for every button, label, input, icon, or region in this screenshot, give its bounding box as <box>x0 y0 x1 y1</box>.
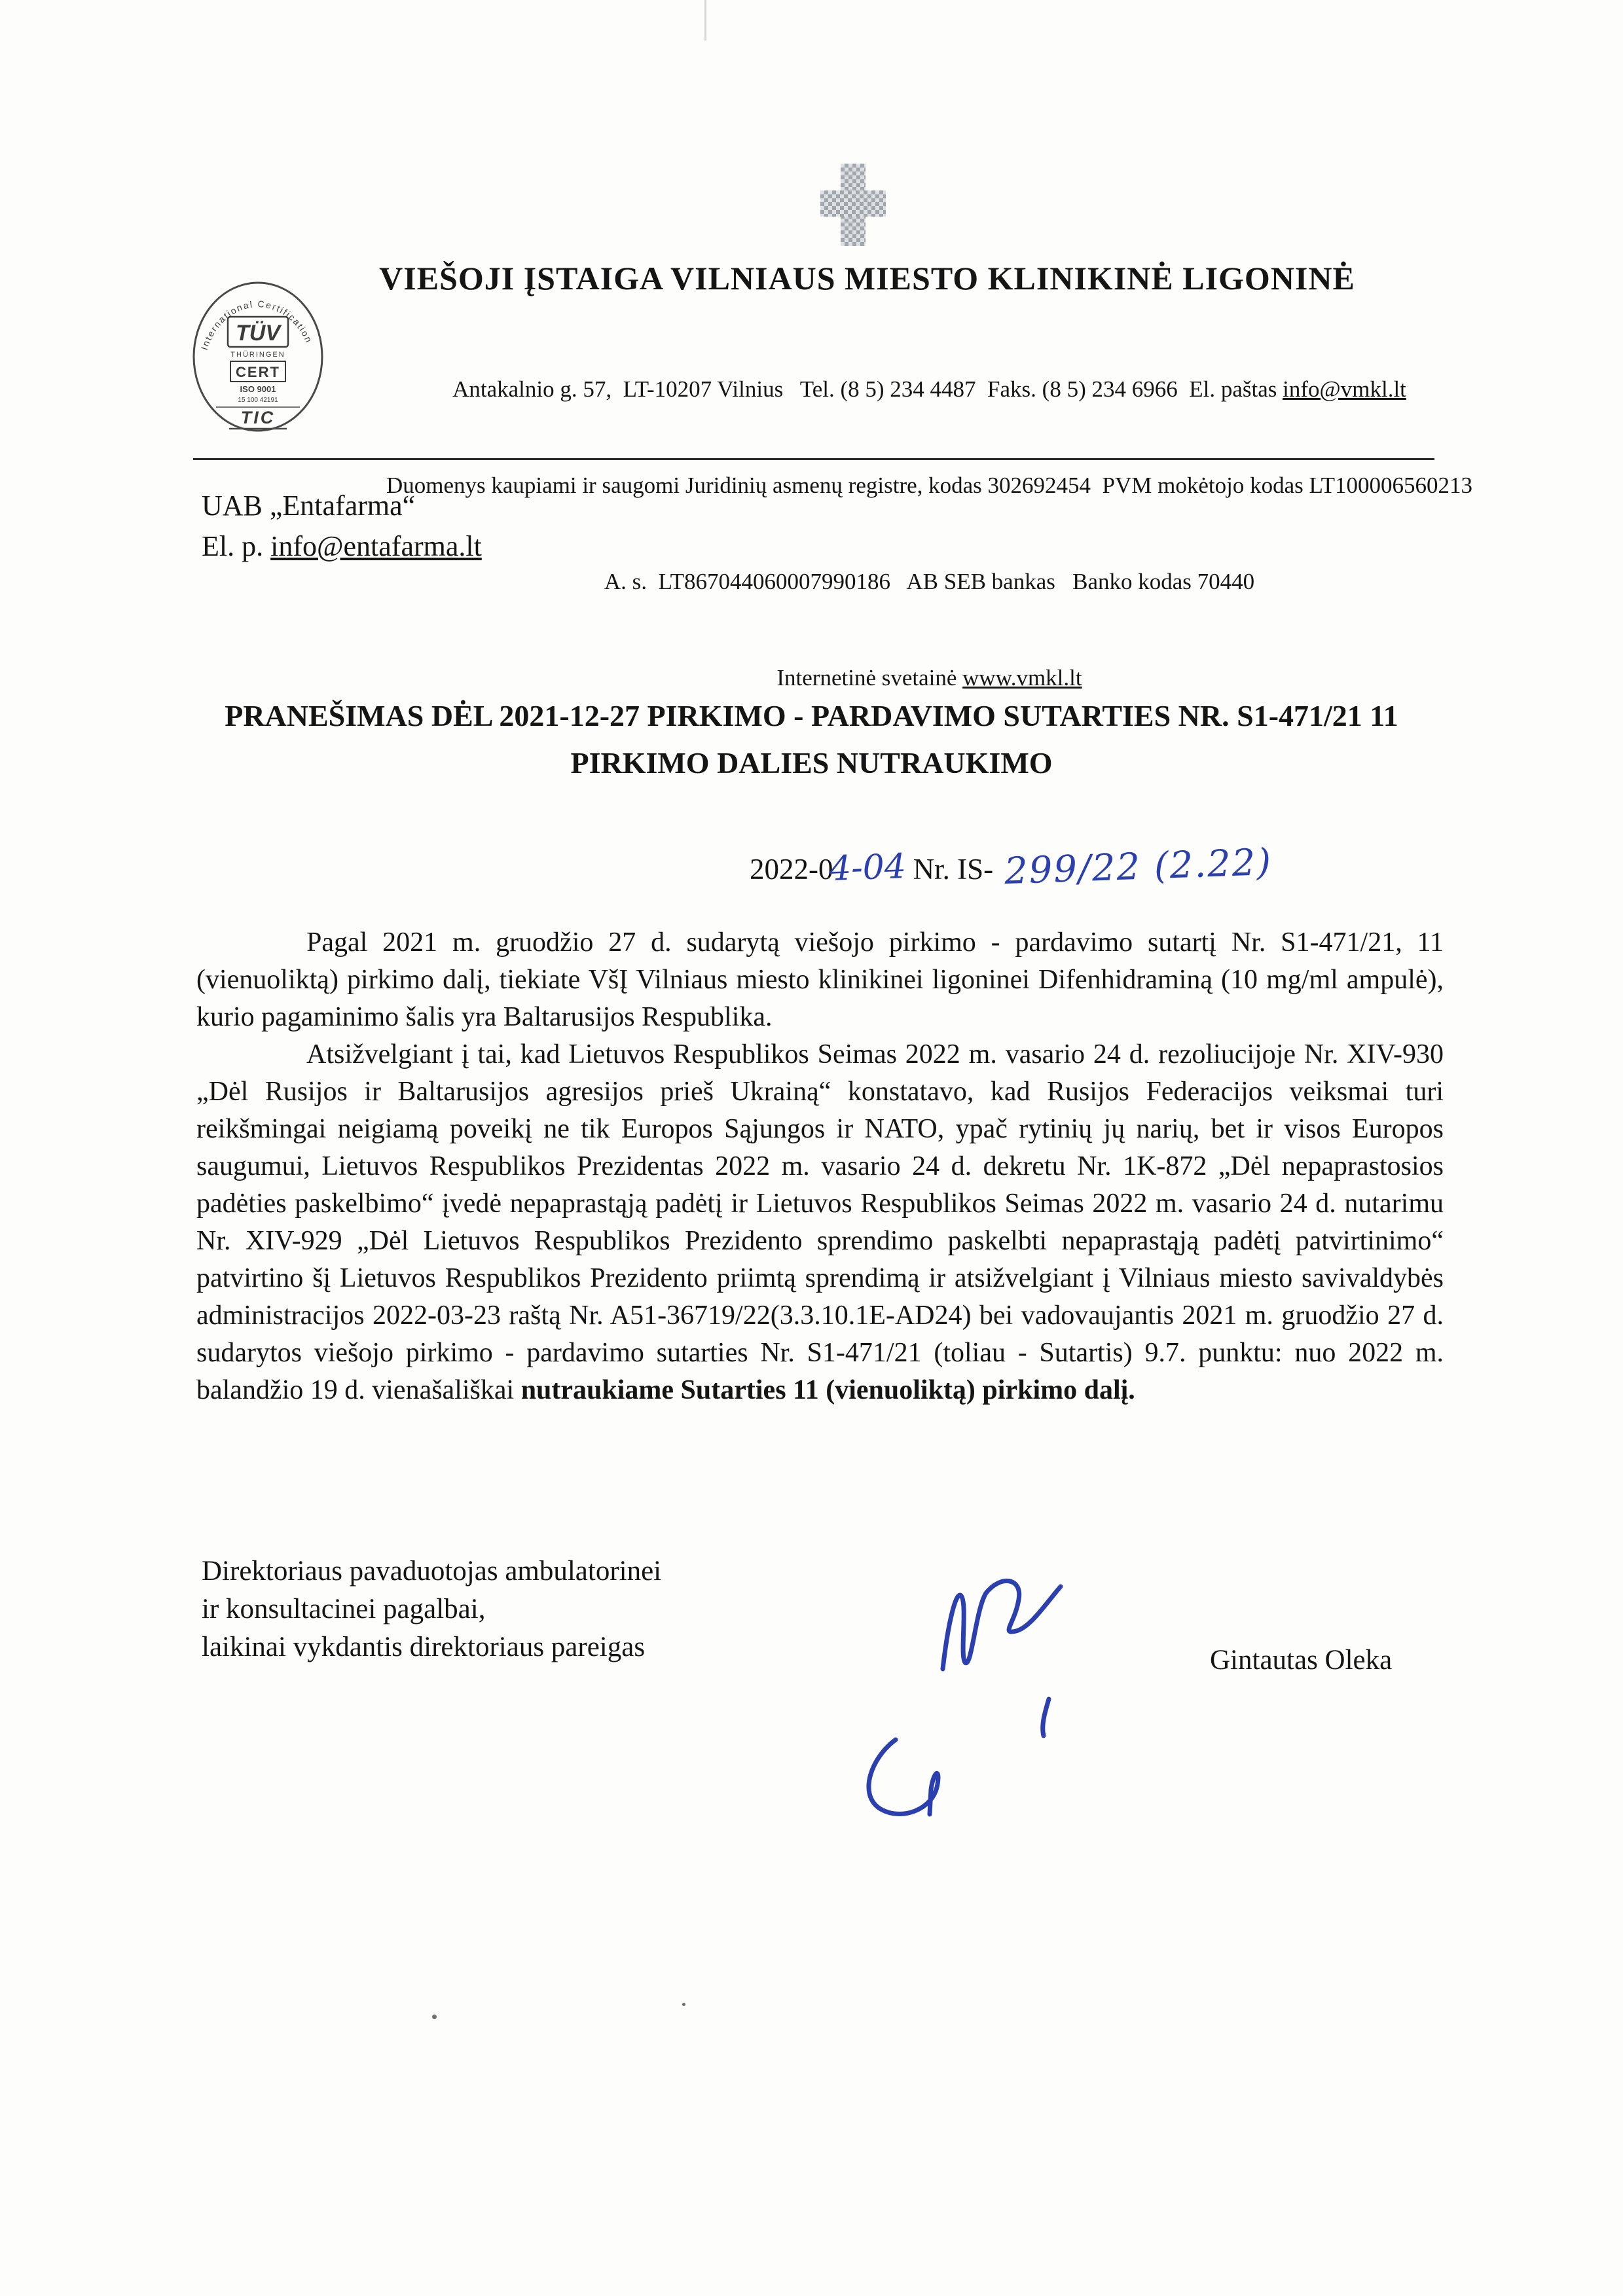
recipient-block <box>202 486 482 567</box>
stamp-thuringen-label: THÜRINGEN <box>230 351 285 359</box>
recipient-name: UAB „Entafarma“ <box>202 490 416 522</box>
stamp-ring-text: International Certification <box>198 298 315 351</box>
date-and-number-line <box>720 812 1273 922</box>
handwritten-signature <box>845 1571 1120 1833</box>
signer-title-line-2: ir konsultacinei pagalbai, <box>202 1594 486 1624</box>
signer-title-line-3: laikinai vykdantis direktoriaus pareigas <box>202 1632 646 1662</box>
letter-body <box>196 924 1444 1409</box>
handwritten-date: 4-04 <box>828 846 907 889</box>
document-title <box>183 692 1440 787</box>
org-website-link[interactable]: www.vmkl.lt <box>962 665 1082 691</box>
org-email-link[interactable]: info@vmkl.lt <box>1283 376 1406 402</box>
organisation-name: VIEŠOJI ĮSTAIGA VILNIAUS MIESTO KLINIKINĖ LIGONINĖ <box>379 260 1355 296</box>
stamp-cert-label: CERT <box>236 364 280 380</box>
signer-title-block <box>202 1552 661 1666</box>
contact-line-1 <box>282 373 1577 405</box>
recipient-email-link[interactable]: info@entafarma.lt <box>270 530 482 562</box>
printed-date: 2022-0 <box>750 853 833 886</box>
contact-line-2: Duomenys kaupiami ir saugomi Juridinių asmenų registre, kodas 302692454 PVM mokėtojo kodas LT100006560213 <box>386 473 1473 498</box>
website-label: Internetinė svetainė <box>776 665 963 691</box>
cross-horizontal-bar <box>820 190 886 217</box>
contact-address: Antakalnio g. 57, LT-10207 Vilnius Tel. (8 5) 234 4487 Faks. (8 5) 234 6966 El. paštas <box>452 376 1283 402</box>
handwritten-registration-number: 299/22 (2.22) <box>1004 840 1273 893</box>
signer-title-line-1: Direktoriaus pavaduotojas ambulatorinei <box>202 1556 662 1587</box>
registration-number-label: Nr. IS- <box>905 853 1001 886</box>
body-paragraph-2-text: Atsižvelgiant į tai, kad Lietuvos Respublikos Seimas 2022 m. vasario 24 d. rezoliucijoje Nr. XIV-930 „Dėl Rusijos ir Baltarusijos agresijos prieš Ukrainą“ konstatavo, kad Rusijos Federacijos veiksmai turi reikšmingai neigiamą poveikį ne tik Europos Sąjungos ir NATO, ypač rytinių jų narių, bet ir visos Europos saugumui, Lietuvos Respublikos Prezidentas 2022 m. vasario 24 d. dekretu Nr. 1K-872 „Dėl nepaprastosios padėties paskelbimo“ įvedė nepaprastąją padėtį ir Lietuvos Respublikos Seimas 2022 m. vasario 24 d. nutarimu Nr. XIV-929 „Dėl Lietuvos Respublikos Prezidento sprendimo paskelbti nepaprastąją padėtį patvirtinimo“ patvirtino šį Lietuvos Respublikos Prezidento priimtą sprendimą ir atsižvelgiant į Vilniaus miesto savivaldybės administracijos 2022-03-23 raštą Nr. A51-36719/22(3.3.10.1E-AD24) bei vadovaujantis 2021 m. gruodžio 27 d. sudarytos viešojo pirkimo - pardavimo sutarties Nr. S1-471/21 (toliau - Sutartis) 9.7. punktu: nuo 2022 m. balandžio 19 d. vienašališkai <box>196 1039 1444 1405</box>
document-title-line-1: PRANEŠIMAS DĖL 2021-12-27 PIRKIMO - PARDAVIMO SUTARTIES NR. S1-471/21 11 <box>225 699 1398 732</box>
signer-name: Gintautas Oleka <box>1210 1645 1393 1676</box>
scan-speck <box>432 2015 437 2019</box>
contact-line-4 <box>282 662 1577 694</box>
stamp-iso-label: ISO 9001 <box>240 384 276 394</box>
stamp-tic-label: TIC <box>240 408 276 427</box>
recipient-email-line <box>202 526 482 567</box>
stamp-reg-number: 15 100 42191 <box>238 397 278 404</box>
body-paragraph-1: Pagal 2021 m. gruodžio 27 d. sudarytą viešojo pirkimo - pardavimo sutartį Nr. S1-471/21, 11 (vienuoliktą) pirkimo dalį, tiekiate VšĮ Vilniaus miesto klinikinei ligoninei Difenhidraminą (10 mg/ml ampulė), kurio pagaminimo šalis yra Baltarusijos Respublika. <box>196 927 1444 1032</box>
document-title-line-2: PIRKIMO DALIES NUTRAUKIMO <box>570 746 1053 780</box>
body-paragraph-2 <box>196 1036 1444 1409</box>
termination-statement: nutraukiame Sutarties 11 (vienuoliktą) pirkimo dalį. <box>520 1375 1135 1405</box>
scan-speck <box>682 2003 685 2006</box>
recipient-email-label: El. p. <box>202 530 271 562</box>
hospital-cross-logo-icon <box>820 164 886 246</box>
contact-line-3: A. s. LT867044060007990186 AB SEB bankas Banko kodas 70440 <box>604 569 1255 594</box>
letterhead-divider <box>193 458 1434 460</box>
scan-fold-mark <box>704 0 706 41</box>
stamp-tuv-label: TÜV <box>236 321 280 346</box>
